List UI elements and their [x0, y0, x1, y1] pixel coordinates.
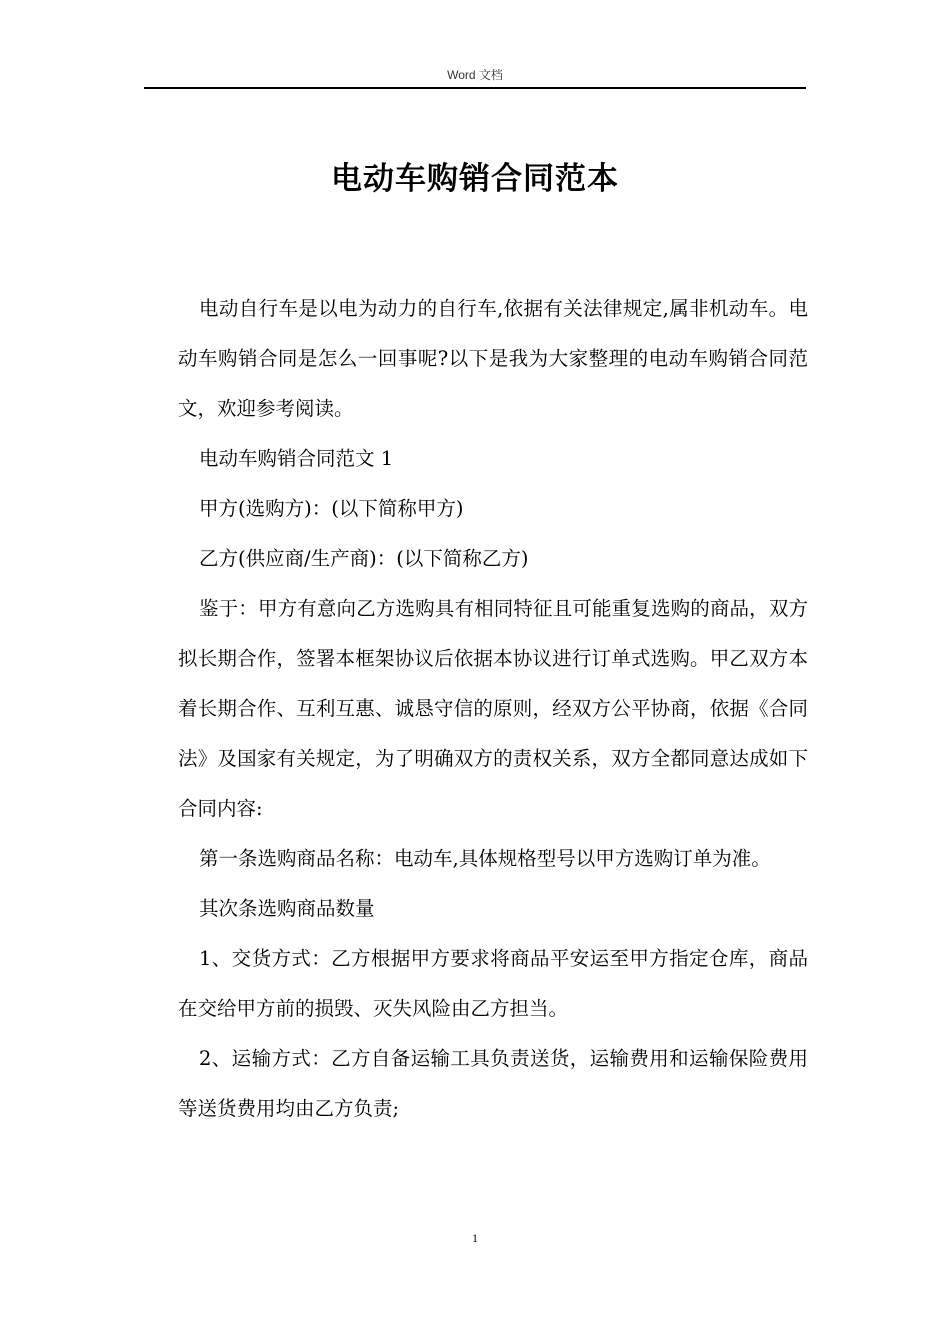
- document-body: [178, 284, 808, 1134]
- paragraph-item-1: 1、交货方式：乙方根据甲方要求将商品平安运至甲方指定仓库，商品在交给甲方前的损毁、灭失风险由乙方担当。: [178, 947, 808, 1020]
- paragraph-recitals: 鉴于：甲方有意向乙方选购具有相同特征且可能重复选购的商品，双方拟长期合作，签署本框架协议后依据本协议进行订单式选购。甲乙双方本着长期合作、互利互惠、诚恳守信的原则，经双方公平协商，依据《合同法》及国家有关规定，为了明确双方的责权关系，双方全都同意达成如下合同内容:: [178, 597, 808, 820]
- header-divider: [144, 87, 806, 89]
- page-header-label: Word 文档: [447, 68, 503, 82]
- paragraph-article-1: 第一条选购商品名称：电动车,具体规格型号以甲方选购订单为准。: [199, 847, 771, 870]
- paragraph-party-a: 甲方(选购方)：(以下简称甲方): [199, 497, 464, 520]
- paragraph-party-b: 乙方(供应商/生产商)：(以下简称乙方): [199, 547, 529, 570]
- document-title: 电动车购销合同范本: [331, 161, 619, 197]
- paragraph-intro: 电动自行车是以电为动力的自行车,依据有关法律规定,属非机动车。电动车购销合同是怎么一回事呢?以下是我为大家整理的电动车购销合同范文，欢迎参考阅读。: [178, 297, 808, 420]
- paragraph-item-2: 2、运输方式：乙方自备运输工具负责送货，运输费用和运输保险费用等送货费用均由乙方负责;: [178, 1047, 808, 1120]
- paragraph-article-2: 其次条选购商品数量: [199, 897, 375, 920]
- page-number: 1: [472, 1231, 478, 1245]
- paragraph-heading-contract-1: 电动车购销合同范文 1: [199, 447, 394, 470]
